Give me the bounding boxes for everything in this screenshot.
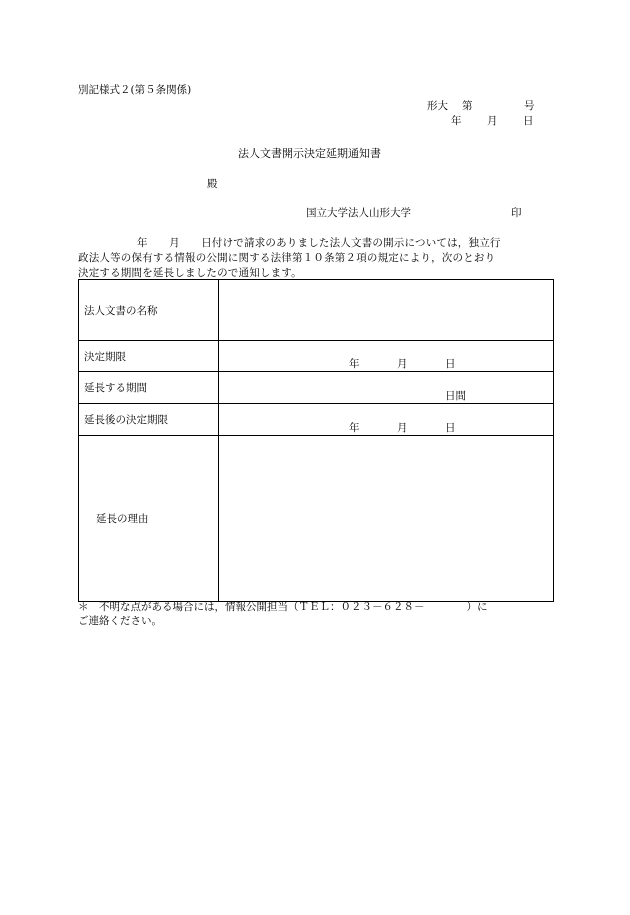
doc-name-value	[219, 280, 554, 341]
table-row-new-deadline	[79, 404, 554, 436]
table-row-deadline	[79, 341, 554, 372]
date-year: 年	[451, 115, 462, 127]
addressee-suffix: 殿	[207, 178, 218, 190]
doc-number-go: 号	[524, 100, 535, 112]
reason-value	[219, 436, 554, 602]
form-number: 別記様式２(第５条関係)	[78, 84, 192, 96]
deadline-day: 日	[445, 358, 456, 370]
new-deadline-label: 延長後の決定期限	[79, 404, 219, 436]
body-line: 年 月 日付けで請求のありました法人文書の開示については，独立行	[137, 237, 501, 249]
table-row-reason	[79, 436, 554, 602]
body-line: 政法人等の保有する情報の公開に関する法律第１０条第２項の規定により，次のとおり	[78, 252, 496, 264]
note-line: ＊ 不明な点がある場合には，情報公開担当（ＴＥＬ：０２３－６２８－ ）に	[78, 601, 488, 613]
date-month: 月	[487, 115, 498, 127]
doc-number-prefix: 形大	[427, 100, 448, 112]
body-paragraph	[78, 236, 554, 281]
doc-number-dai: 第	[462, 100, 473, 112]
note-line: ご連絡ください。	[78, 615, 162, 627]
details-table	[78, 279, 554, 602]
extension-days: 日間	[445, 390, 466, 402]
page-title: 法人文書開示決定延期通知書	[238, 147, 381, 160]
deadline-year: 年	[349, 358, 360, 370]
new-deadline-day: 日	[445, 422, 456, 434]
table-row-doc-name	[79, 280, 554, 341]
extension-label: 延長する期間	[79, 372, 219, 404]
table-row-extension	[79, 372, 554, 404]
contact-note	[78, 600, 558, 628]
body-line: 決定する期間を延長しましたので通知します。	[78, 267, 302, 279]
new-deadline-value	[219, 404, 554, 436]
seal-mark: 印	[511, 207, 522, 219]
date-day: 日	[523, 115, 534, 127]
deadline-month: 月	[397, 358, 408, 370]
reason-label: 延長の理由	[79, 436, 219, 602]
deadline-label: 決定期限	[79, 341, 219, 372]
sender-name: 国立大学法人山形大学	[306, 207, 411, 219]
new-deadline-year: 年	[349, 422, 360, 434]
extension-value	[219, 372, 554, 404]
doc-name-label: 法人文書の名称	[79, 280, 219, 341]
deadline-value	[219, 341, 554, 372]
new-deadline-month: 月	[397, 422, 408, 434]
